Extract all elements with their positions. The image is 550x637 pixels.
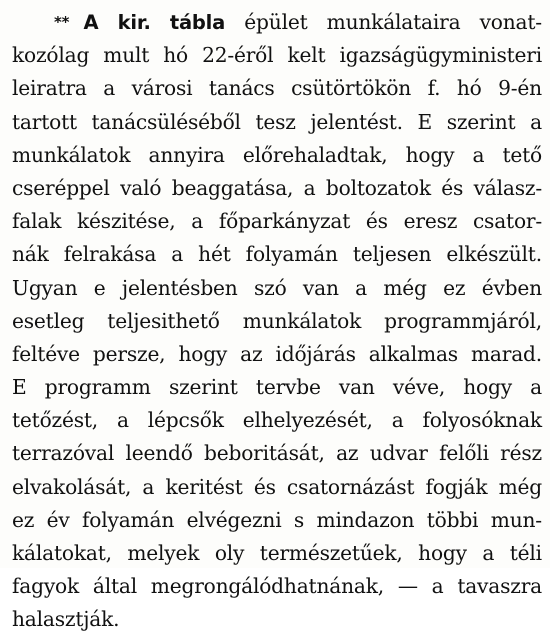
- word: hó: [456, 76, 482, 101]
- word: munkálatok: [12, 142, 131, 167]
- word: főparkányzat: [218, 209, 351, 234]
- article-line: [12, 238, 542, 271]
- word: természetűek,: [259, 541, 403, 565]
- word: szó: [253, 275, 287, 300]
- word: terrazóval: [12, 441, 115, 466]
- word: tartott: [12, 109, 77, 134]
- word: tervbe: [255, 375, 321, 400]
- word: van: [338, 375, 375, 400]
- article-line: [12, 504, 542, 537]
- word: még: [498, 474, 542, 499]
- word: keritést: [165, 474, 243, 499]
- word: az: [336, 441, 359, 466]
- article-line: [12, 72, 542, 105]
- word: felőli: [439, 441, 489, 466]
- word: munkálataira: [326, 10, 461, 34]
- article-line: [12, 471, 542, 504]
- word: készitése,: [77, 209, 176, 234]
- word: ez: [443, 275, 466, 300]
- word: városi: [131, 76, 193, 101]
- word: a: [171, 242, 184, 267]
- word: melyek: [127, 541, 200, 565]
- word: a: [103, 76, 116, 101]
- word: tavaszra: [457, 574, 542, 599]
- article-line: [12, 172, 542, 205]
- word: s: [293, 507, 305, 532]
- word: persze,: [92, 341, 166, 366]
- word: jelentést.: [310, 109, 403, 134]
- word: a: [355, 275, 367, 300]
- article-line: [12, 570, 542, 603]
- word: feltéve: [12, 341, 80, 366]
- word: kozólag: [12, 43, 90, 68]
- word: hogy: [463, 375, 512, 400]
- word: boltozatok: [325, 175, 431, 200]
- word: leendő: [125, 441, 193, 466]
- lead-bold-word: kir.: [117, 11, 151, 34]
- word: ez: [12, 507, 35, 532]
- word: véve,: [392, 375, 446, 400]
- word: 9-én: [498, 76, 542, 101]
- word: cseréppel: [12, 175, 110, 200]
- article-line: [12, 139, 542, 172]
- word: E: [12, 375, 27, 400]
- word: programm: [44, 375, 151, 400]
- word: a: [391, 408, 404, 433]
- article-line: [12, 272, 542, 305]
- word: a: [530, 375, 542, 400]
- word: leiratra: [12, 76, 87, 101]
- word: programmjáról,: [384, 308, 542, 333]
- article-line: [12, 205, 542, 238]
- word: kálatokat,: [12, 541, 112, 565]
- word: tanács: [208, 76, 275, 101]
- word: időjárás: [275, 341, 356, 366]
- word: még: [383, 275, 427, 300]
- lead-bold-word: A: [83, 11, 99, 34]
- word: E: [417, 109, 433, 134]
- word: marad.: [470, 341, 542, 366]
- word: mun-: [490, 507, 542, 532]
- word: a: [191, 209, 204, 234]
- word: mindazon: [316, 507, 415, 532]
- article-line: [12, 404, 542, 437]
- word: tesz: [255, 109, 296, 134]
- word: esetleg: [12, 308, 85, 333]
- word: falak: [12, 209, 62, 234]
- lead-bold-word: tábla: [169, 11, 226, 34]
- word: válasz-: [473, 175, 542, 200]
- word: való: [120, 175, 162, 200]
- word: hogy: [178, 341, 228, 366]
- word: és: [365, 209, 388, 234]
- word: alkalmas: [368, 341, 458, 366]
- word: e: [93, 275, 106, 300]
- word: tető: [502, 142, 542, 167]
- word: elvakolását,: [12, 474, 132, 499]
- word: vonat-: [479, 10, 542, 34]
- article-line: [12, 437, 542, 470]
- word: és: [253, 474, 276, 499]
- word: fagyok: [12, 574, 80, 599]
- word: Ugyan: [12, 275, 78, 300]
- word: hogy: [405, 142, 455, 167]
- word: oly: [214, 541, 245, 565]
- word: rész: [500, 441, 542, 466]
- word: felrakása: [63, 242, 157, 267]
- article-line: [12, 39, 542, 72]
- word: előrehaladtak,: [242, 142, 388, 167]
- word: csator-: [472, 209, 542, 234]
- word: és: [441, 175, 464, 200]
- word: épület: [244, 10, 308, 34]
- word: eresz: [403, 209, 458, 234]
- article-body-lines: [12, 39, 542, 636]
- word: többi: [426, 507, 479, 532]
- word: —: [397, 574, 418, 599]
- word: elkészült.: [446, 242, 542, 267]
- word: halasztják.: [12, 607, 120, 632]
- word: folyamán: [82, 507, 175, 532]
- word: elvégezni: [186, 507, 282, 532]
- word: tanácsüléséből: [91, 109, 241, 134]
- article-line: [12, 537, 542, 570]
- asterism-mark: **: [54, 13, 70, 31]
- word: évben: [481, 275, 542, 300]
- word: a: [142, 474, 155, 499]
- article-line: [12, 338, 542, 371]
- word: csütörtökön: [291, 76, 412, 101]
- word: téli: [509, 541, 542, 565]
- word: csatornázást: [286, 474, 415, 499]
- word: a: [482, 541, 495, 565]
- word: igazságügyministeri: [339, 43, 542, 68]
- word: mult: [103, 43, 150, 68]
- word: elhelyezését,: [242, 408, 373, 433]
- word: a: [530, 109, 542, 134]
- word: folyamán: [245, 242, 338, 267]
- article-line: [12, 305, 542, 338]
- word: f.: [427, 76, 441, 101]
- word: szerint: [168, 375, 238, 400]
- article-line: [12, 603, 542, 636]
- lead-group: [54, 6, 98, 41]
- word: munkálatok: [242, 308, 362, 333]
- word: teljesen: [352, 242, 432, 267]
- article-body: [12, 6, 542, 637]
- word: udvar: [369, 441, 428, 466]
- word: hó: [163, 43, 189, 68]
- word: hét: [198, 242, 231, 267]
- word: megrongálódhatnának,: [150, 574, 384, 599]
- word: fogják: [425, 474, 488, 499]
- word: év: [46, 507, 70, 532]
- word: jelentésben: [121, 275, 238, 300]
- word: nák: [12, 242, 49, 267]
- article-line: [12, 106, 542, 139]
- word: szerint: [446, 109, 516, 134]
- word: a: [116, 408, 129, 433]
- word: a: [303, 175, 316, 200]
- word: hogy: [418, 541, 467, 565]
- word: beboritását,: [204, 441, 325, 466]
- word: beaggatása,: [171, 175, 294, 200]
- article-line: [12, 6, 542, 39]
- word: lépcsők: [147, 408, 224, 433]
- word: a: [431, 574, 444, 599]
- word: annyira: [148, 142, 225, 167]
- article-line: [12, 371, 542, 404]
- word: által: [92, 574, 137, 599]
- word: kelt: [287, 43, 326, 68]
- word: 22-éről: [202, 43, 274, 68]
- word: teljesithető: [107, 308, 220, 333]
- word: az: [240, 341, 263, 366]
- word: folyosóknak: [422, 408, 542, 433]
- word: tetőzést,: [12, 408, 98, 433]
- word: a: [472, 142, 485, 167]
- word: van: [302, 275, 339, 300]
